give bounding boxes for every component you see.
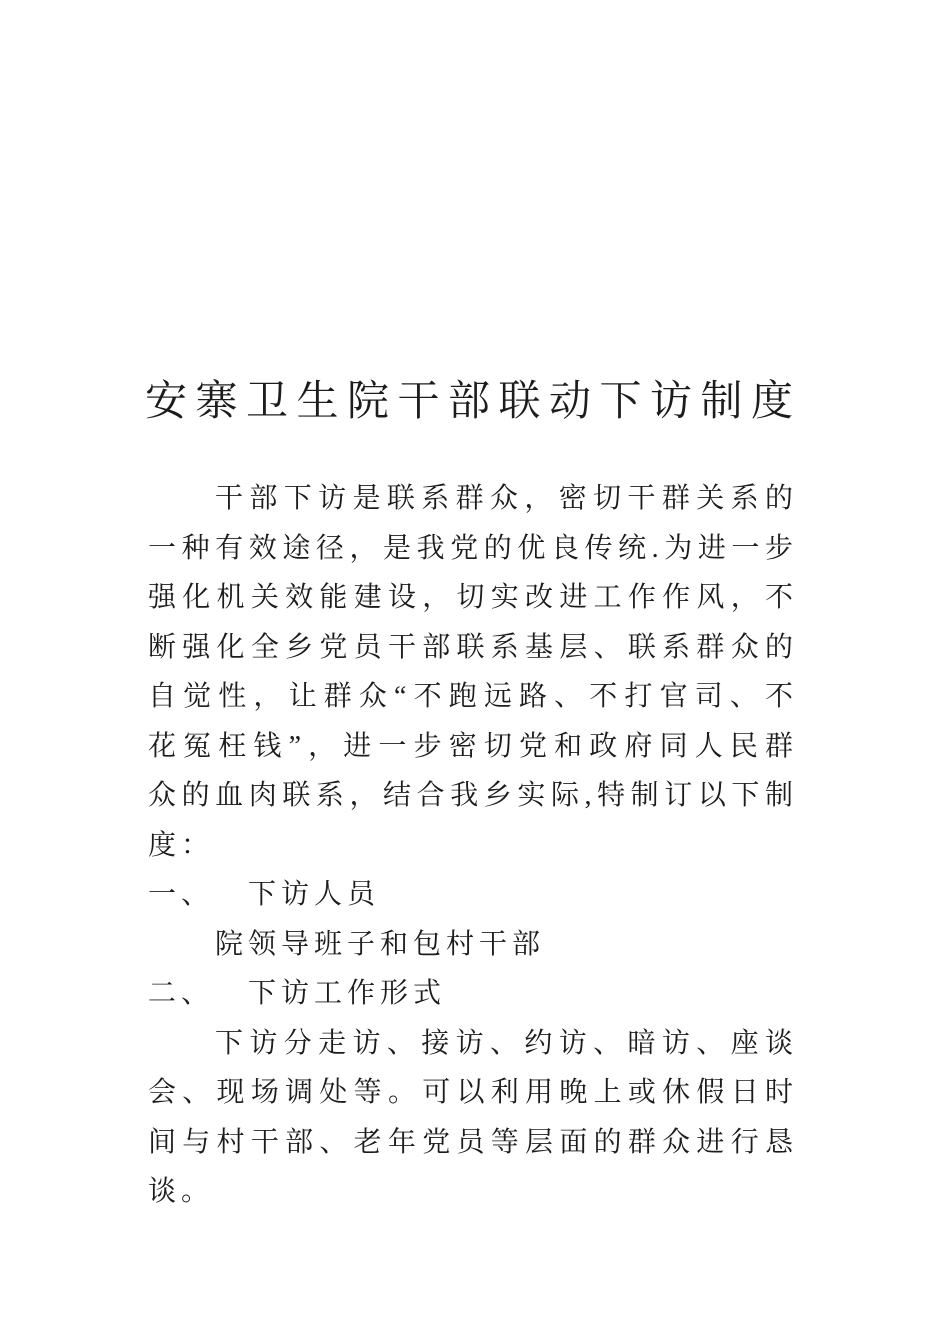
paragraph-line: 度： <box>148 829 215 861</box>
section-title: 下访人员 <box>248 879 381 910</box>
section-number: 二、 <box>148 978 215 1009</box>
paragraph-line: 干部下访是联系群众，密切干群关系的 <box>215 483 793 514</box>
paragraph-line: 自觉性，让群众“不跑远路、不打官司、不 <box>148 681 793 712</box>
paragraph-line: 会、现场调处等。可以利用晚上或休假日时 <box>148 1077 793 1108</box>
paragraph-line: 下访分走访、接访、约访、暗访、座谈 <box>215 1027 793 1059</box>
document-title: 安寨卫生院干部联动下访制度 <box>145 379 793 425</box>
document-body <box>148 474 793 1217</box>
paragraph-line: 谈。 <box>148 1176 215 1207</box>
section-heading <box>148 870 793 920</box>
paragraph-line: 强化机关效能建设，切实改进工作作风，不 <box>148 582 793 613</box>
paragraph-line: 众的血肉联系，结合我乡实际,特制订以下制 <box>148 780 793 811</box>
paragraph-line: 间与村干部、老年党员等层面的群众进行恳 <box>148 1126 793 1158</box>
section-heading <box>148 969 793 1019</box>
section-number: 一、 <box>148 879 215 910</box>
section-body-line: 院领导班子和包村干部 <box>215 928 546 960</box>
paragraph-line: 花冤枉钱”，进一步密切党和政府同人民群 <box>148 730 793 762</box>
paragraph-line: 断强化全乡党员干部联系基层、联系群众的 <box>148 631 793 663</box>
section-title: 下访工作形式 <box>248 978 447 1009</box>
paragraph-line: 一种有效途径，是我党的优良传统.为进一步 <box>148 532 793 564</box>
